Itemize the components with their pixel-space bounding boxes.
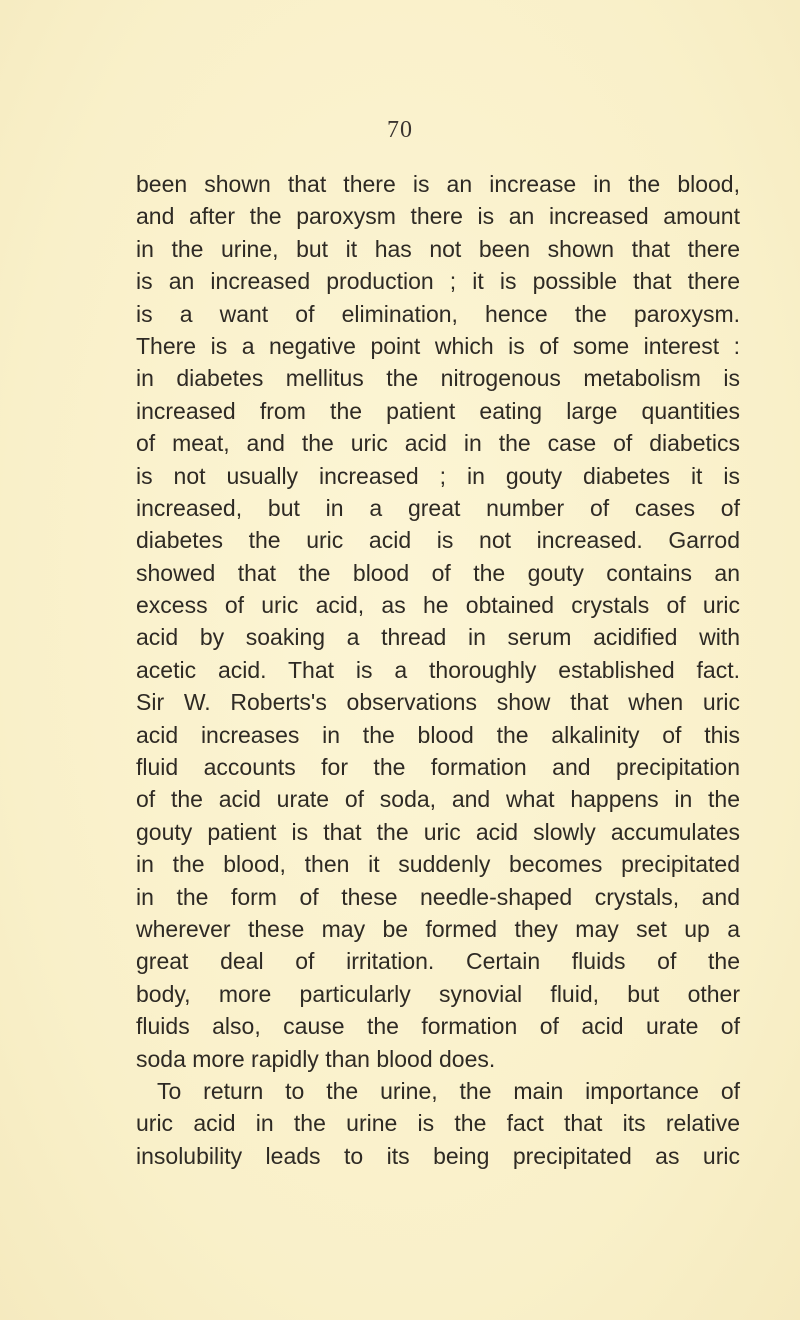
text-line: insolubility leads to its being precipitated as uric: [136, 1142, 740, 1169]
text-line: is a want of elimination, hence the paroxysm.: [136, 300, 740, 327]
text-line: increased, but in a great number of cases of: [136, 494, 740, 521]
text-line: increased from the patient eating large quantities: [136, 397, 740, 424]
text-line: of the acid urate of soda, and what happens in the: [136, 786, 740, 813]
paragraph-end-line: soda more rapidly than blood does.: [136, 1045, 496, 1072]
text-line: gouty patient is that the uric acid slowly accumulates: [136, 818, 740, 845]
text-line: in the blood, then it suddenly becomes precipitated: [136, 851, 740, 878]
text-line: diabetes the uric acid is not increased. Garrod: [136, 527, 740, 554]
text-line: There is a negative point which is of some interest :: [136, 332, 740, 359]
text-line: of meat, and the uric acid in the case of diabetics: [136, 430, 740, 457]
text-line: uric acid in the urine is the fact that its relative: [136, 1110, 740, 1137]
text-line: Sir W. Roberts's observations show that when uric: [136, 689, 740, 716]
page-number: 70: [387, 117, 413, 143]
text-line: is an increased production ; it is possible that there: [136, 268, 740, 295]
paragraph-start-line: To return to the urine, the main importance of: [157, 1077, 740, 1104]
text-line: body, more particularly synovial fluid, but other: [136, 980, 740, 1007]
text-line: acid by soaking a thread in serum acidified with: [136, 624, 740, 651]
text-line: excess of uric acid, as he obtained crystals of uric: [136, 592, 740, 619]
text-line: fluid accounts for the formation and precipitation: [136, 754, 740, 781]
body-text: [136, 168, 740, 1172]
text-line: been shown that there is an increase in the blood,: [136, 171, 740, 197]
text-line: is not usually increased ; in gouty diabetes it is: [136, 462, 740, 489]
text-line: great deal of irritation. Certain fluids of the: [136, 948, 740, 975]
text-line: and after the paroxysm there is an increased amount: [136, 203, 740, 230]
text-line: acetic acid. That is a thoroughly established fact.: [136, 656, 740, 683]
text-line: in the urine, but it has not been shown that there: [136, 235, 740, 262]
text-line: wherever these may be formed they may set up a: [136, 915, 740, 942]
text-line: showed that the blood of the gouty contains an: [136, 559, 740, 586]
text-line: in the form of these needle-shaped crystals, and: [136, 883, 740, 910]
text-line: acid increases in the blood the alkalinity of this: [136, 721, 740, 748]
text-line: in diabetes mellitus the nitrogenous metabolism is: [136, 365, 740, 392]
text-line: fluids also, cause the formation of acid urate of: [136, 1013, 740, 1040]
